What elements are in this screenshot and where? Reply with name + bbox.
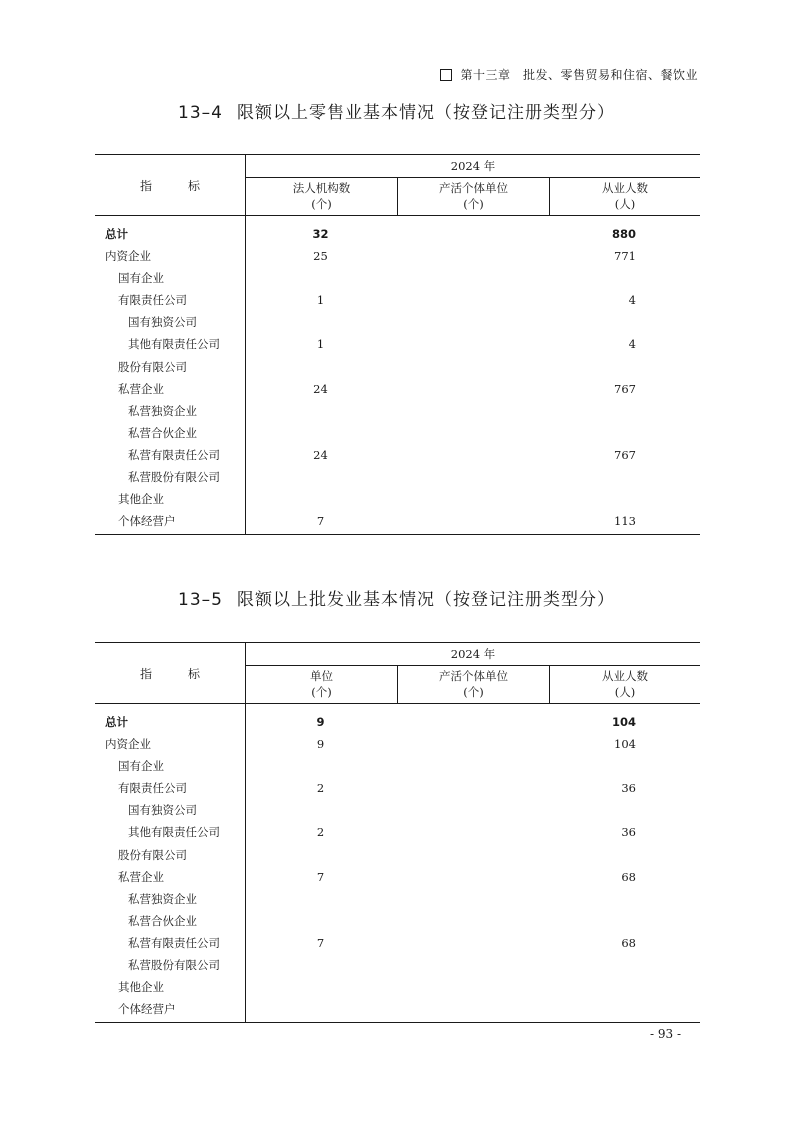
table-row bbox=[95, 844, 700, 866]
table-row bbox=[95, 777, 700, 799]
column-header bbox=[549, 178, 700, 215]
table-row bbox=[95, 488, 700, 510]
column-unit: (个) bbox=[463, 197, 484, 211]
table-row bbox=[95, 821, 700, 843]
table-number: 13–4 bbox=[178, 103, 223, 123]
row-label: 个体经营户 bbox=[118, 514, 176, 529]
table-row bbox=[95, 976, 700, 998]
table-row bbox=[95, 711, 700, 733]
year-header: 2024 年 bbox=[246, 643, 700, 666]
row-label: 私营独资企业 bbox=[128, 403, 197, 418]
table-row bbox=[95, 289, 700, 311]
indicator-char: 指 bbox=[139, 178, 152, 193]
table-row bbox=[95, 311, 700, 333]
table-row bbox=[95, 245, 700, 267]
row-label: 个体经营户 bbox=[118, 1002, 176, 1017]
row-label: 私营企业 bbox=[118, 381, 164, 396]
wholesale-table bbox=[95, 642, 700, 1023]
square-icon bbox=[440, 69, 452, 81]
column-name: 从业人数 bbox=[602, 181, 648, 195]
row-label: 有限责任公司 bbox=[118, 293, 187, 308]
table-row bbox=[95, 267, 700, 289]
table-row bbox=[95, 466, 700, 488]
column-header bbox=[397, 178, 549, 215]
table-title-text: 限额以上零售业基本情况（按登记注册类型分） bbox=[236, 103, 615, 123]
table-body bbox=[95, 216, 700, 534]
indicator-header bbox=[95, 155, 245, 215]
table-title-text: 限额以上批发业基本情况（按登记注册类型分） bbox=[236, 590, 615, 610]
row-label: 总计 bbox=[105, 715, 128, 729]
row-label: 股份有限公司 bbox=[118, 359, 187, 374]
row-label: 私营有限责任公司 bbox=[128, 447, 220, 462]
row-label: 私营合伙企业 bbox=[128, 425, 197, 440]
page-number: - 93 - bbox=[649, 1027, 681, 1041]
column-name: 产活个体单位 bbox=[439, 181, 508, 195]
row-label: 内资企业 bbox=[105, 737, 151, 752]
table-row bbox=[95, 998, 700, 1020]
table-row bbox=[95, 510, 700, 532]
cell-employees: 104 bbox=[611, 715, 636, 729]
row-label: 私营独资企业 bbox=[128, 891, 197, 906]
table-row bbox=[95, 422, 700, 444]
table-row bbox=[95, 444, 700, 466]
column-header bbox=[246, 178, 397, 215]
column-header bbox=[246, 666, 397, 703]
row-label: 私营合伙企业 bbox=[128, 913, 197, 928]
cell-count: 24 bbox=[313, 447, 328, 462]
table-row bbox=[95, 888, 700, 910]
table-title-13-5 bbox=[0, 585, 793, 610]
row-label: 国有企业 bbox=[118, 271, 164, 286]
row-label: 其他企业 bbox=[118, 980, 164, 995]
indicator-header bbox=[95, 643, 245, 703]
cell-count: 24 bbox=[313, 381, 328, 396]
column-unit: (人) bbox=[614, 685, 636, 699]
cell-count: 9 bbox=[316, 737, 325, 752]
table-row bbox=[95, 400, 700, 422]
row-label: 总计 bbox=[105, 227, 128, 241]
row-label: 国有企业 bbox=[118, 759, 164, 774]
cell-employees: 104 bbox=[614, 737, 636, 752]
row-label: 私营企业 bbox=[118, 869, 164, 884]
cell-employees: 4 bbox=[628, 293, 636, 308]
indicator-char: 标 bbox=[188, 666, 201, 681]
cell-count: 2 bbox=[316, 781, 325, 796]
column-header bbox=[397, 666, 549, 703]
table-row bbox=[95, 954, 700, 976]
cell-employees: 771 bbox=[614, 249, 636, 264]
row-label: 国有独资公司 bbox=[128, 315, 197, 330]
row-label: 私营股份有限公司 bbox=[128, 958, 220, 973]
table-header bbox=[95, 155, 700, 216]
column-unit: (个) bbox=[311, 197, 332, 211]
cell-count: 1 bbox=[316, 293, 325, 308]
cell-employees: 36 bbox=[621, 781, 636, 796]
chapter-title: 第十三章 批发、零售贸易和住宿、餐饮业 bbox=[460, 68, 698, 82]
column-header bbox=[549, 666, 700, 703]
table-row bbox=[95, 932, 700, 954]
cell-employees: 113 bbox=[614, 514, 636, 529]
cell-employees: 36 bbox=[621, 825, 636, 840]
row-label: 国有独资公司 bbox=[128, 803, 197, 818]
table-row bbox=[95, 733, 700, 755]
cell-employees: 4 bbox=[628, 337, 636, 352]
table-row bbox=[95, 755, 700, 777]
row-label: 其他有限责任公司 bbox=[128, 825, 220, 840]
indicator-char: 标 bbox=[188, 178, 201, 193]
indicator-char: 指 bbox=[139, 666, 152, 681]
row-label: 私营有限责任公司 bbox=[128, 935, 220, 950]
retail-table bbox=[95, 154, 700, 535]
row-label: 内资企业 bbox=[105, 249, 151, 264]
table-row bbox=[95, 866, 700, 888]
table-row bbox=[95, 333, 700, 355]
cell-employees: 767 bbox=[614, 381, 636, 396]
table-number: 13–5 bbox=[178, 590, 223, 610]
column-name: 产活个体单位 bbox=[439, 669, 508, 683]
column-name: 法人机构数 bbox=[292, 181, 351, 195]
table-row bbox=[95, 910, 700, 932]
row-label: 其他有限责任公司 bbox=[128, 337, 220, 352]
column-unit: (人) bbox=[614, 197, 636, 211]
table-row bbox=[95, 223, 700, 245]
cell-count: 7 bbox=[316, 869, 325, 884]
column-unit: (个) bbox=[463, 685, 484, 699]
column-name: 单位 bbox=[310, 669, 333, 683]
table-row bbox=[95, 356, 700, 378]
table-row bbox=[95, 378, 700, 400]
table-title-13-4 bbox=[0, 98, 793, 123]
chapter-header bbox=[440, 66, 698, 83]
row-label: 私营股份有限公司 bbox=[128, 470, 220, 485]
row-label: 有限责任公司 bbox=[118, 781, 187, 796]
cell-count: 1 bbox=[316, 337, 325, 352]
table-row bbox=[95, 799, 700, 821]
cell-employees: 68 bbox=[621, 935, 636, 950]
table-body bbox=[95, 704, 700, 1022]
cell-count: 7 bbox=[316, 514, 325, 529]
cell-count: 25 bbox=[313, 249, 328, 264]
row-label: 其他企业 bbox=[118, 492, 164, 507]
cell-count: 32 bbox=[312, 227, 329, 241]
column-name: 从业人数 bbox=[602, 669, 648, 683]
row-label: 股份有限公司 bbox=[118, 847, 187, 862]
cell-count: 7 bbox=[316, 935, 325, 950]
column-unit: (个) bbox=[311, 685, 332, 699]
cell-employees: 880 bbox=[611, 227, 636, 241]
cell-count: 9 bbox=[316, 715, 325, 729]
cell-employees: 68 bbox=[621, 869, 636, 884]
table-header bbox=[95, 643, 700, 704]
cell-count: 2 bbox=[316, 825, 325, 840]
year-header: 2024 年 bbox=[246, 155, 700, 178]
cell-employees: 767 bbox=[614, 447, 636, 462]
